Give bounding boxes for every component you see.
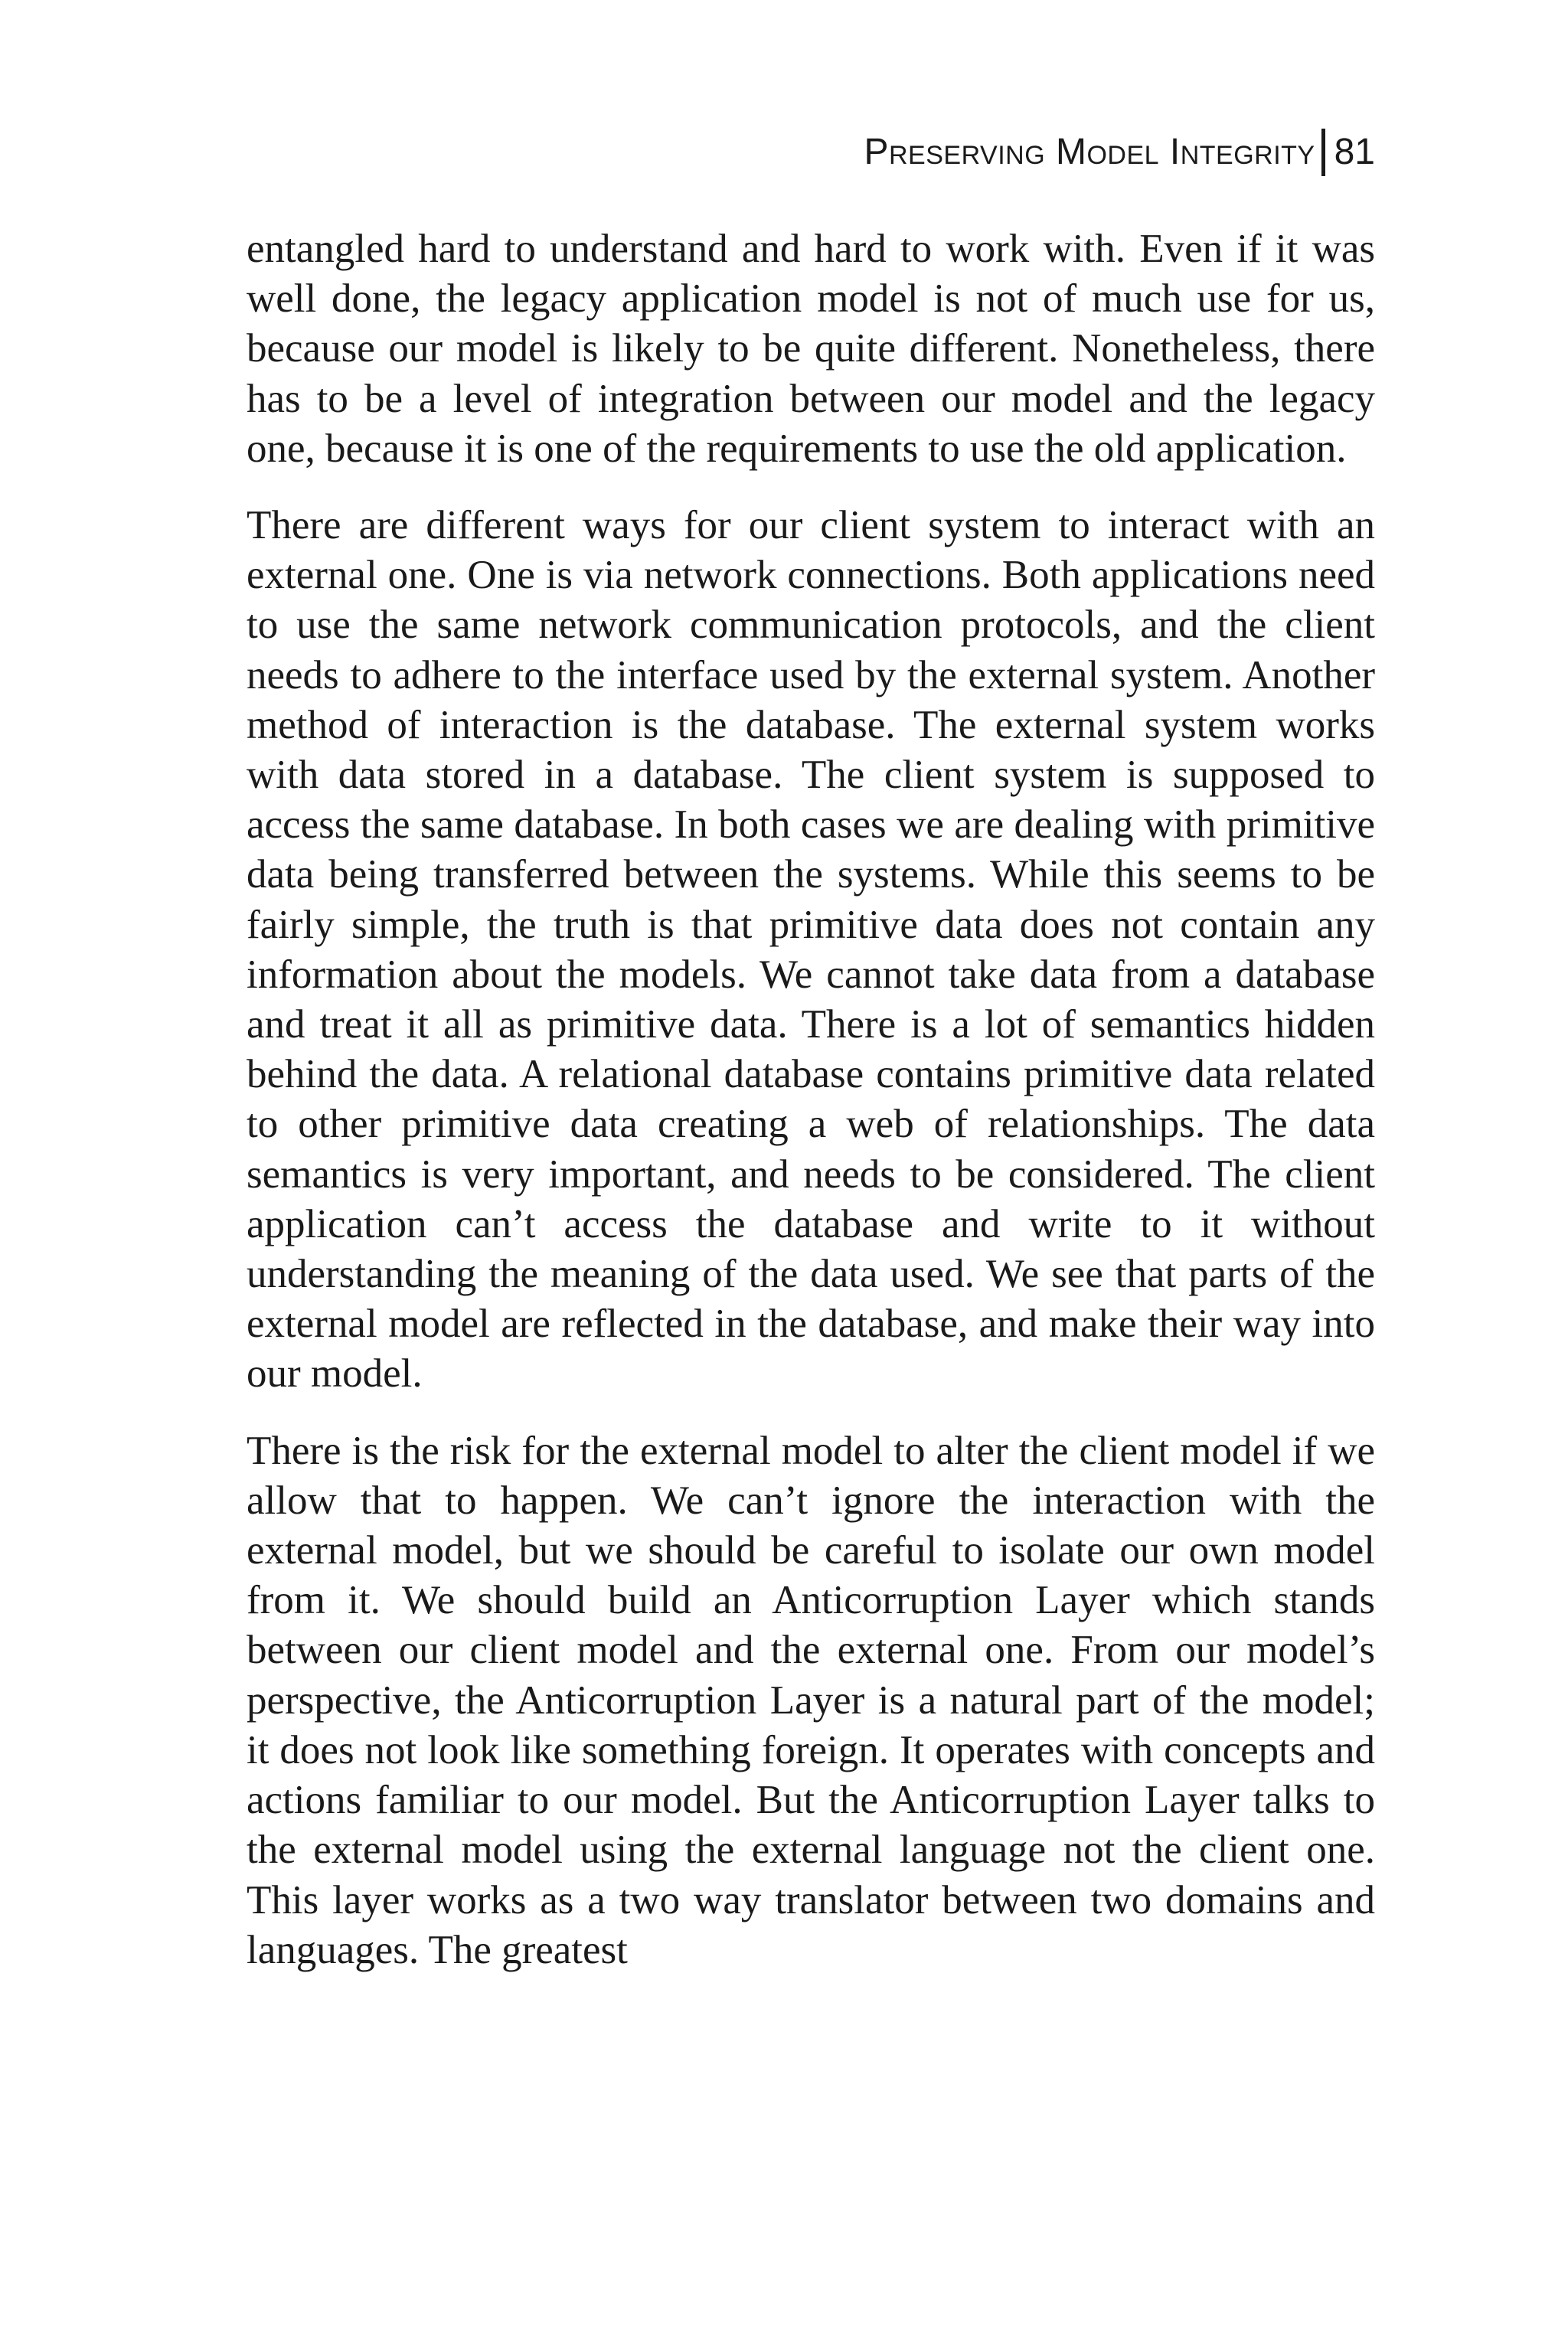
page-number: 81 [1334,132,1375,172]
body-text [247,224,1375,2002]
paragraph-2: There are different ways for our client system to interact with an external one. One is via network connections. Both applications need to use the same network communication protocols, and the client needs to adhere to the interface used by the external system. Another method of interaction is the database. The external system works with data stored in a database. The client system is supposed to access the same database. In both cases we are dealing with primitive data being transferred between the systems. While this seems to be fairly simple, the truth is that primitive data does not contain any information about the models. We cannot take data from a database and treat it all as primitive data. There is a lot of semantics hidden behind the data. A relational database contains primitive data related to other primitive data creating a web of relationships. The data semantics is very important, and needs to be considered. The client application can’t access the database and write to it without understanding the meaning of the data used. We see that parts of the external model are reflected in the database, and make their way into our model. [247,503,1375,1396]
header-divider [1321,129,1325,176]
running-title: Preserving Model Integrity [864,132,1315,172]
page-header [864,129,1375,176]
paragraph-3: There is the risk for the external model to alter the client model if we allow that to happen. We can’t ignore the interaction with the external model, but we should be careful to isolate our own model from it. We should build an Anticorruption Layer which stands between our client model and the external one. From our model’s perspective, the Anticorruption Layer is a natural part of the model; it does not look like something foreign. It operates with concepts and actions familiar to our model. But the Anticorruption Layer talks to the external model using the external language not the client one. This layer works as a two way translator between two domains and languages. The greatest [247,1428,1375,1972]
paragraph-1: entangled hard to understand and hard to work with. Even if it was well done, the legacy application model is not of much use for us, because our model is likely to be quite different. Nonetheless, there has to be a level of integration between our model and the legacy one, because it is one of the requirements to use the old application. [247,227,1375,471]
